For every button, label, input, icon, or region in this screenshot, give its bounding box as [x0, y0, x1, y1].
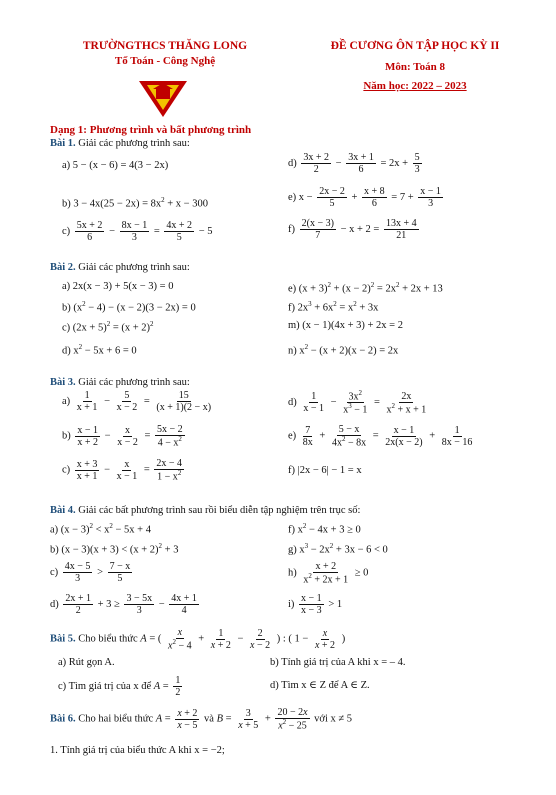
exercise-4d: d) $\frac{2x + 1}{2}$ + 3 ≥ $\frac{3 - 5x}{3}$ − $\frac{4x + 1}{4}$: [50, 593, 197, 616]
exercise-4-heading: Bài 4. Giải các bất phương trình sau rồi biểu diễn tập nghiệm trên trục số:: [50, 505, 361, 516]
exercise-4h: h) $\frac{x + 2}{x^2 + 2x + 1}$ ≥ 0: [288, 561, 369, 586]
school-logo-icon: [137, 77, 189, 119]
exercise-3d: d) $\frac{1}{x - 1}$ − $\frac{3x^2}{x^3 - 1}$ = $\frac{2x}{x^2 + x + 1}$: [288, 389, 427, 416]
exercise-5a: a) Rút gọn A.: [58, 657, 115, 668]
exercise-3a: a) $\frac{1}{x + 1}$ − $\frac{5}{x - 2}$ = $\frac{15}{(x + 1)(2 - x)}$: [62, 390, 212, 413]
document-title: ĐỀ CƯƠNG ÔN TẬP HỌC KỲ II: [330, 40, 500, 52]
exercise-4g: g) $x^3 - 2x^2 + 3x - 6 < 0$: [288, 542, 388, 556]
exercise-2a: a) 2x(x − 3) + 5(x − 3) = 0: [62, 281, 174, 292]
exercise-3b: b) $\frac{x - 1}{x + 2}$ − $\frac{x}{x - 2}$ = $\frac{5x - 2}{4 - x^2}$: [62, 424, 183, 449]
school-year: Năm học: 2022 – 2023: [363, 80, 467, 92]
school-name: TRƯỜNGTHCS THĂNG LONG: [82, 40, 248, 52]
exercise-5c: c) Tìm giá trị của x để A = $\frac{1}{2}$: [58, 675, 181, 698]
exercise-2c: c) $(2x + 5)^2 = (x + 2)^2$: [62, 320, 154, 334]
subject-line: Môn: Toán 8: [385, 61, 445, 73]
exercise-3e: e) $\frac{7}{8x}$ + $\frac{5 - x}{4x^2 - 8x}$ = $\frac{x - 1}{2x(x - 2)}$ + $\frac{1}{8x - 16}$: [288, 424, 473, 449]
exercise-2n: n) $x^2 - (x + 2)(x - 2) = 2x$: [288, 343, 399, 357]
exercise-2-heading: Bài 2. Giải các phương trình sau:: [50, 262, 190, 273]
department-name: Tổ Toán - Công Nghệ: [114, 55, 216, 67]
exercise-6-heading: Bài 6. Cho hai biểu thức A = $\frac{x + 2}{x - 5}$ và B = $\frac{3}{x + 5}$ + $\frac{20 - 2x}{x^2 - 25}$ với x ≠ 5: [50, 707, 353, 732]
exercise-3-heading: Bài 3. Giải các phương trình sau:: [50, 377, 190, 388]
exercise-1-heading: Bài 1. Giải các phương trình sau:: [50, 138, 190, 149]
exercise-4a: a) $(x - 3)^2 < x^2 - 5x + 4$: [50, 522, 151, 536]
exercise-4c: c) $\frac{4x - 5}{3}$ > $\frac{7 - x}{5}$: [50, 561, 131, 584]
question-1: 1. Tính giá trị của biểu thức A khi x = −2;: [50, 745, 225, 756]
exercise-5b: b) Tính giá trị của A khi x = – 4.: [270, 657, 406, 668]
document-header: [300, 40, 530, 92]
exercise-1d: d) $\frac{3x + 2}{2}$ − $\frac{3x + 1}{6}$ = 2x + $\frac{5}{3}$: [288, 152, 420, 175]
exercise-3c: c) $\frac{x + 3}{x + 1}$ − $\frac{x}{x - 1}$ = $\frac{2x - 4}{1 - x^2}$: [62, 458, 183, 483]
exercise-4f: f) $x^2 - 4x + 3 \ge 0$: [288, 522, 361, 536]
exercise-1f: f) $\frac{2(x - 3)}{7}$ − x + 2 = $\frac{13x + 4}{21}$: [288, 218, 417, 241]
section-heading: Dạng 1: Phương trình và bất phương trình: [50, 124, 252, 136]
exercise-3f: f) |2x − 6| − 1 = x: [288, 465, 362, 476]
exercise-1c: c) $\frac{5x + 2}{6}$ − $\frac{8x - 1}{3}$ = $\frac{4x + 2}{5}$ − 5: [62, 220, 213, 243]
exercise-1b: b) $3 - 4x(25 - 2x) = 8x^2 + x - 300$: [62, 196, 208, 210]
exercise-2e: e) $(x + 3)^2 + (x - 2)^2 = 2x^2 + 2x + 13$: [288, 281, 443, 295]
exercise-4b: b) $(x - 3)(x + 3) < (x + 2)^2 + 3$: [50, 542, 179, 556]
exercise-1e: e) x − $\frac{2x - 2}{5}$ + $\frac{x + 8}{6}$ = 7 + $\frac{x - 1}{3}$: [288, 186, 441, 209]
exercise-2d: d) $x^2 - 5x + 6 = 0$: [62, 343, 137, 357]
exercise-2b: b) $(x^2 - 4) - (x - 2)(3 - 2x) = 0$: [62, 300, 196, 314]
exercise-2f: f) $2x^3 + 6x^2 = x^2 + 3x$: [288, 300, 379, 314]
school-header: [50, 40, 280, 67]
exercise-5d: d) Tìm x ∈ Z để A ∈ Z.: [270, 680, 370, 691]
exercise-4i: i) $\frac{x - 1}{x - 3}$ > 1: [288, 593, 343, 616]
exercise-2m: m) (x − 1)(4x + 3) + 2x = 2: [288, 320, 403, 331]
exercise-5-heading: Bài 5. Cho biểu thức A = ( $\frac{x}{x^2 - 4}$ + $\frac{1}{x + 2}$ − $\frac{2}{x - 2}$ ) : ( 1 − $\frac{x}{x + 2}$ ): [50, 627, 346, 652]
exercise-1a: a) 5 − (x − 6) = 4(3 − 2x): [62, 160, 169, 171]
